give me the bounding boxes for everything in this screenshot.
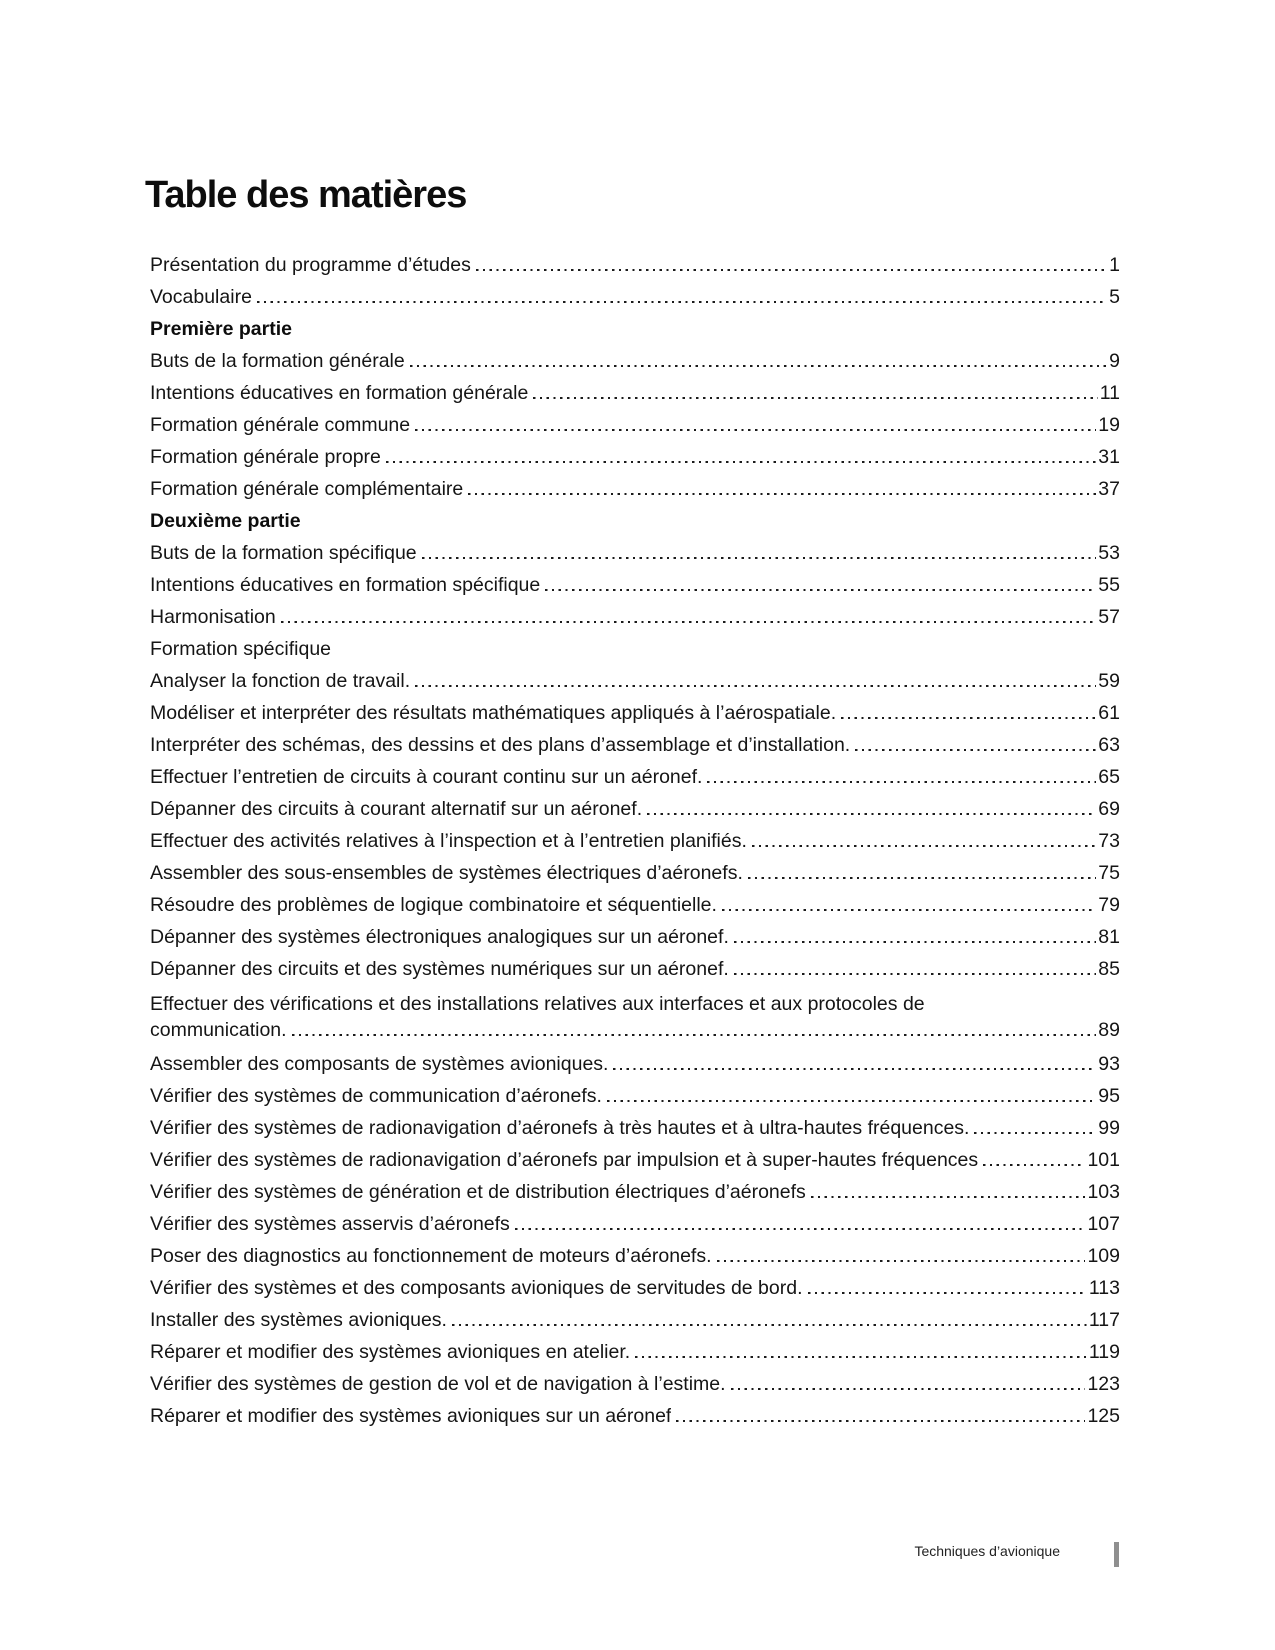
toc-entry-label: Formation générale propre bbox=[150, 447, 381, 468]
toc-entry-label: Vérifier des systèmes de radionavigation d’aéronefs par impulsion et à super-hautes fréquences bbox=[150, 1150, 979, 1171]
page-number: 75 bbox=[1098, 862, 1120, 884]
toc-entry[interactable] bbox=[150, 991, 1120, 1043]
dot-leader bbox=[292, 1034, 1097, 1036]
toc-entry[interactable] bbox=[150, 767, 1120, 788]
footer-document-title: Techniques d’avionique bbox=[914, 1543, 1060, 1559]
page-number: 113 bbox=[1088, 1277, 1120, 1299]
page-number: 73 bbox=[1098, 830, 1120, 852]
page-number: 123 bbox=[1087, 1373, 1120, 1395]
toc-entry-label: Assembler des sous-ensembles de systèmes électriques d’aéronefs. bbox=[150, 863, 743, 884]
toc-entry-label: Installer des systèmes avioniques. bbox=[150, 1310, 447, 1331]
toc-entry-label: Résoudre des problèmes de logique combinatoire et séquentielle. bbox=[150, 895, 717, 916]
dot-leader bbox=[731, 1388, 1086, 1390]
dot-leader bbox=[748, 877, 1096, 879]
page-number: 81 bbox=[1098, 926, 1120, 948]
dot-leader bbox=[476, 269, 1107, 271]
dot-leader bbox=[613, 1068, 1096, 1070]
dot-leader bbox=[281, 621, 1097, 623]
toc-entry-label: Buts de la formation spécifique bbox=[150, 543, 417, 564]
toc-entry-label: Dépanner des circuits et des systèmes numériques sur un aéronef. bbox=[150, 959, 729, 980]
toc-entry-label: Effectuer l’entretien de circuits à courant continu sur un aéronef. bbox=[150, 767, 703, 788]
dot-leader bbox=[410, 365, 1107, 367]
page-number: 63 bbox=[1098, 734, 1120, 756]
dot-leader bbox=[707, 781, 1096, 783]
page-number: 117 bbox=[1088, 1309, 1120, 1331]
dot-leader bbox=[841, 717, 1096, 719]
toc-entry-label: Modéliser et interpréter des résultats mathématiques appliqués à l’aérospatiale. bbox=[150, 703, 837, 724]
toc-entry[interactable] bbox=[150, 703, 1120, 724]
toc-entry-label: Buts de la formation générale bbox=[150, 351, 405, 372]
toc-entry[interactable] bbox=[150, 799, 1120, 820]
dot-leader bbox=[635, 1356, 1087, 1358]
dot-leader bbox=[808, 1292, 1087, 1294]
toc-entry-label: Formation générale complémentaire bbox=[150, 479, 464, 500]
page-number: 69 bbox=[1098, 798, 1120, 820]
page-number: 37 bbox=[1098, 478, 1120, 500]
page-number: 57 bbox=[1098, 606, 1120, 628]
toc-entry-label: Poser des diagnostics au fonctionnement de moteurs d’aéronefs. bbox=[150, 1246, 712, 1267]
toc-entry-label: Vocabulaire bbox=[150, 287, 252, 308]
toc-subsection-label: Formation spécifique bbox=[150, 639, 332, 660]
toc-entry[interactable] bbox=[150, 287, 1120, 308]
toc-entry-label: Vérifier des systèmes de génération et de distribution électriques d’aéronefs bbox=[150, 1182, 806, 1203]
dot-leader bbox=[415, 429, 1096, 431]
page-number: 95 bbox=[1098, 1085, 1120, 1107]
dot-leader bbox=[676, 1420, 1085, 1422]
toc-entry[interactable] bbox=[150, 735, 1120, 756]
table-of-contents bbox=[150, 255, 1120, 1438]
toc-entry[interactable] bbox=[150, 447, 1120, 468]
toc-section-heading bbox=[150, 511, 1120, 532]
dot-leader bbox=[468, 493, 1096, 495]
toc-entry-label: Vérifier des systèmes de radionavigation d’aéronefs à très hautes et à ultra-hautes fréquences. bbox=[150, 1118, 970, 1139]
toc-entry[interactable] bbox=[150, 1182, 1120, 1203]
page-number: 125 bbox=[1087, 1405, 1120, 1427]
dot-leader bbox=[974, 1132, 1096, 1134]
toc-entry-label: Harmonisation bbox=[150, 607, 276, 628]
toc-entry[interactable] bbox=[150, 255, 1120, 276]
page-number: 79 bbox=[1098, 894, 1120, 916]
toc-entry-label: Vérifier des systèmes de gestion de vol et de navigation à l’estime. bbox=[150, 1374, 726, 1395]
toc-entry[interactable] bbox=[150, 1214, 1120, 1235]
toc-entry[interactable] bbox=[150, 415, 1120, 436]
toc-entry[interactable] bbox=[150, 959, 1120, 980]
toc-entry-label: Interpréter des schémas, des dessins et des plans d’assemblage et d’installation. bbox=[150, 735, 851, 756]
dot-leader bbox=[811, 1196, 1086, 1198]
toc-entry[interactable] bbox=[150, 1310, 1120, 1331]
page-number: 31 bbox=[1098, 446, 1120, 468]
page-number: 9 bbox=[1109, 350, 1120, 372]
toc-entry-label: Intentions éducatives en formation générale bbox=[150, 383, 529, 404]
page-number: 99 bbox=[1098, 1117, 1120, 1139]
page-title: Table des matières bbox=[145, 174, 467, 217]
toc-entry-label: Vérifier des systèmes et des composants avioniques de servitudes de bord. bbox=[150, 1278, 803, 1299]
toc-entry[interactable] bbox=[150, 575, 1120, 596]
page-number: 119 bbox=[1088, 1341, 1120, 1363]
toc-entry-label: Vérifier des systèmes asservis d’aéronefs bbox=[150, 1214, 510, 1235]
toc-entry[interactable] bbox=[150, 863, 1120, 884]
page-number: 59 bbox=[1098, 670, 1120, 692]
dot-leader bbox=[855, 749, 1096, 751]
dot-leader bbox=[533, 397, 1097, 399]
toc-section-heading bbox=[150, 319, 1120, 340]
page-number: 101 bbox=[1087, 1149, 1120, 1171]
page-number: 19 bbox=[1098, 414, 1120, 436]
toc-entry-label: Vérifier des systèmes de communication d’aéronefs. bbox=[150, 1086, 602, 1107]
page-number: 89 bbox=[1098, 1019, 1120, 1041]
toc-entry-label: Analyser la fonction de travail. bbox=[150, 671, 411, 692]
page-number: 93 bbox=[1098, 1053, 1120, 1075]
toc-entry-label: Dépanner des systèmes électroniques analogiques sur un aéronef. bbox=[150, 927, 729, 948]
page-number: 1 bbox=[1109, 254, 1120, 276]
toc-entry-label: Effectuer des activités relatives à l’inspection et à l’entretien planifiés. bbox=[150, 831, 747, 852]
toc-section-label: Première partie bbox=[150, 319, 292, 340]
toc-entry-label: Dépanner des circuits à courant alternatif sur un aéronef. bbox=[150, 799, 643, 820]
dot-leader bbox=[752, 845, 1096, 847]
dot-leader bbox=[415, 685, 1096, 687]
page-number: 5 bbox=[1109, 286, 1120, 308]
toc-entry[interactable] bbox=[150, 479, 1120, 500]
dot-leader bbox=[515, 1228, 1086, 1230]
toc-entry[interactable] bbox=[150, 1086, 1120, 1107]
dot-leader bbox=[545, 589, 1096, 591]
toc-entry[interactable] bbox=[150, 927, 1120, 948]
page-number: 61 bbox=[1098, 702, 1120, 724]
page-number: 107 bbox=[1087, 1213, 1120, 1235]
toc-entry[interactable] bbox=[150, 1406, 1120, 1427]
page-number: 65 bbox=[1098, 766, 1120, 788]
dot-leader bbox=[734, 941, 1096, 943]
toc-entry[interactable] bbox=[150, 1150, 1120, 1171]
dot-leader bbox=[717, 1260, 1086, 1262]
toc-entry-label: Effectuer des vérifications et des installations relatives aux interfaces et aux protocoles de bbox=[150, 993, 925, 1015]
toc-entry-label: Présentation du programme d’études bbox=[150, 255, 471, 276]
dot-leader bbox=[722, 909, 1096, 911]
dot-leader bbox=[452, 1324, 1087, 1326]
toc-entry[interactable] bbox=[150, 831, 1120, 852]
page-number: 11 bbox=[1099, 382, 1120, 404]
dot-leader bbox=[257, 301, 1107, 303]
toc-entry-label: Intentions éducatives en formation spécifique bbox=[150, 575, 541, 596]
toc-section-label: Deuxième partie bbox=[150, 511, 301, 532]
toc-entry[interactable] bbox=[150, 607, 1120, 628]
toc-entry[interactable] bbox=[150, 1342, 1120, 1363]
page-number: 103 bbox=[1087, 1181, 1120, 1203]
page-number: 109 bbox=[1087, 1245, 1120, 1267]
footer-bar bbox=[1114, 1542, 1119, 1567]
toc-entry-label: Formation générale commune bbox=[150, 415, 411, 436]
toc-entry-label: Réparer et modifier des systèmes avioniques en atelier. bbox=[150, 1342, 631, 1363]
toc-entry-label-continued: communication. bbox=[150, 1019, 287, 1041]
page-number: 55 bbox=[1098, 574, 1120, 596]
dot-leader bbox=[386, 461, 1096, 463]
page-number: 53 bbox=[1098, 542, 1120, 564]
toc-entry[interactable] bbox=[150, 895, 1120, 916]
toc-entry[interactable] bbox=[150, 1278, 1120, 1299]
dot-leader bbox=[734, 973, 1097, 975]
page-number: 85 bbox=[1098, 958, 1120, 980]
dot-leader bbox=[983, 1164, 1085, 1166]
dot-leader bbox=[607, 1100, 1096, 1102]
toc-entry[interactable] bbox=[150, 543, 1120, 564]
dot-leader bbox=[422, 557, 1097, 559]
toc-entry[interactable] bbox=[150, 1246, 1120, 1267]
toc-entry[interactable] bbox=[150, 671, 1120, 692]
toc-entry[interactable] bbox=[150, 1374, 1120, 1395]
toc-subsection-heading bbox=[150, 639, 1120, 660]
toc-entry[interactable] bbox=[150, 1054, 1120, 1075]
toc-entry[interactable] bbox=[150, 351, 1120, 372]
toc-entry-label: Réparer et modifier des systèmes avioniques sur un aéronef bbox=[150, 1406, 672, 1427]
toc-entry[interactable] bbox=[150, 1118, 1120, 1139]
toc-entry[interactable] bbox=[150, 383, 1120, 404]
toc-entry-label: Assembler des composants de systèmes avioniques. bbox=[150, 1054, 609, 1075]
dot-leader bbox=[647, 813, 1096, 815]
